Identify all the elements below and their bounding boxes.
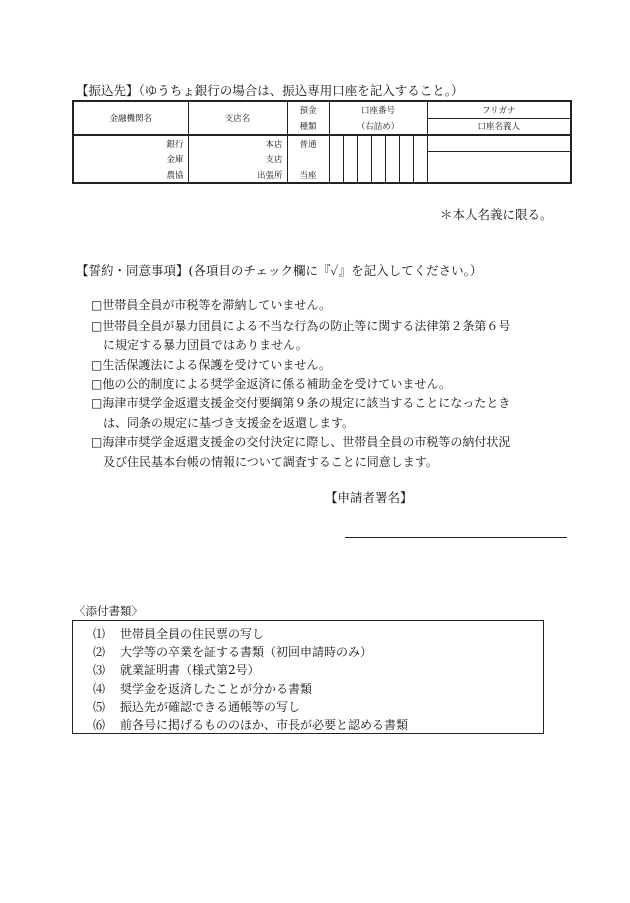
attachment-item <box>93 661 260 678</box>
header-institution: 金融機関名 <box>73 101 188 135</box>
attachment-num: ⑴ <box>93 627 106 641</box>
attachment-num: ⑶ <box>93 663 106 677</box>
attachments-box <box>72 620 544 734</box>
branch-type-main: 本店 <box>188 135 287 151</box>
account-digit-4[interactable] <box>371 135 385 183</box>
attachment-text: 就業証明書（様式第2号） <box>120 663 260 677</box>
pledge-line[interactable]: □世帯員全員が市税等を滞納していません。 <box>91 298 332 312</box>
header-account-holder: 口座名義人 <box>427 118 571 135</box>
header-deposit-top: 預金 <box>287 101 329 118</box>
header-branch: 支店名 <box>188 101 287 135</box>
pledge-line[interactable]: □海津市奨学金返還支援金交付要綱第９条の規定に該当することになったとき <box>91 396 511 410</box>
attachment-num: ⑷ <box>93 682 106 696</box>
attachment-text: 振込先が確認できる通帳等の写し <box>120 700 301 714</box>
attachment-item <box>93 716 408 733</box>
deposit-type-blank <box>287 151 329 167</box>
pledge-line-continued: は、同条の規定に基づき支援金を返還します。 <box>91 416 355 430</box>
account-holder-field[interactable] <box>427 151 571 183</box>
account-digit-7[interactable] <box>413 135 427 183</box>
institution-type-shinkin: 金庫 <box>73 151 188 167</box>
pledge-line[interactable]: □生活保護法による保護を受けていません。 <box>91 358 332 372</box>
attachment-item <box>93 698 300 715</box>
deposit-type-ordinary: 普通 <box>287 135 329 151</box>
attachment-text: 世帯員全員の住民票の写し <box>120 627 265 641</box>
transfer-title: 【振込先】（ゆうちょ銀行の場合は、振込専用口座を記入すること。） <box>76 83 464 98</box>
attachment-item <box>93 680 312 697</box>
account-digit-5[interactable] <box>385 135 399 183</box>
attachment-num: ⑹ <box>93 718 106 732</box>
attachment-text: 前各号に掲げるもののほか、市長が必要と認める書類 <box>120 718 409 732</box>
attachment-item <box>93 625 264 642</box>
attachment-item <box>93 643 372 660</box>
pledge-line[interactable]: □他の公的制度による奨学金返済に係る補助金を受けていません。 <box>91 377 452 391</box>
header-deposit-bottom: 種類 <box>287 118 329 135</box>
institution-type-nokyo: 農協 <box>73 167 188 183</box>
own-name-note: ＊本人名義に限る。 <box>440 207 553 222</box>
branch-type-branch: 支店 <box>188 151 287 167</box>
attachment-num: ⑵ <box>93 645 106 659</box>
institution-type-bank: 銀行 <box>73 135 188 151</box>
attachment-text: 大学等の卒業を証する書類（初回申請時のみ） <box>120 645 373 659</box>
header-account-number: 口座番号 <box>329 101 427 118</box>
attachment-text: 奨学金を返済したことが分かる書類 <box>120 682 313 696</box>
bank-account-table <box>72 100 572 184</box>
pledge-line[interactable]: □海津市奨学金返還支援金の交付決定に際し、世帯員全員の市税等の納付状況 <box>91 435 511 449</box>
attachment-num: ⑸ <box>93 700 106 714</box>
header-right-align: （右詰め） <box>329 118 427 135</box>
attachments-title: 〈添付書類〉 <box>74 604 143 618</box>
pledge-line-continued: 及び住民基本台帳の情報について調査することに同意します。 <box>91 455 438 469</box>
pledge-line-continued: に規定する暴力団員ではありません。 <box>91 338 308 352</box>
signature-label: 【申請者署名】 <box>325 490 413 505</box>
pledge-title: 【誓約・同意事項】(各項目のチェック欄に『✓』を記入してください。） <box>76 263 483 278</box>
deposit-type-current: 当座 <box>287 167 329 183</box>
header-furigana: フリガナ <box>427 101 571 118</box>
account-digit-3[interactable] <box>357 135 371 183</box>
furigana-field[interactable] <box>427 135 571 151</box>
signature-line[interactable] <box>345 537 567 538</box>
branch-type-office: 出張所 <box>188 167 287 183</box>
account-digit-2[interactable] <box>343 135 357 183</box>
account-digit-6[interactable] <box>399 135 413 183</box>
account-digit-1[interactable] <box>329 135 343 183</box>
pledge-line[interactable]: □世帯員全員が暴力団員による不当な行為の防止等に関する法律第２条第６号 <box>91 319 511 333</box>
